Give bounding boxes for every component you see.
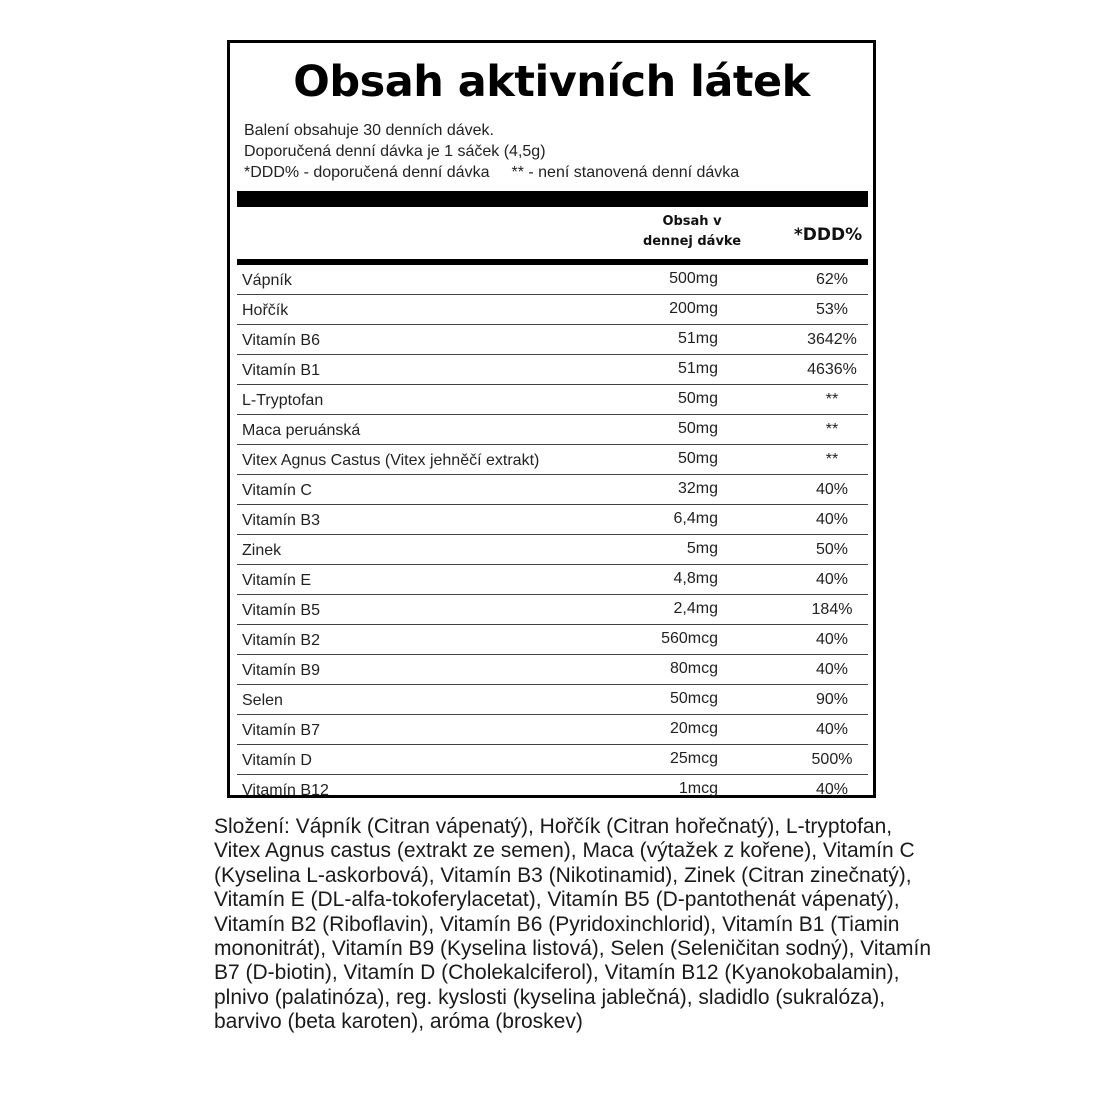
nutrient-name: Vitamín B7 <box>242 722 320 739</box>
nutrient-amount: 2,4mg <box>673 600 718 617</box>
nutrient-amount: 1mcg <box>678 780 718 797</box>
nutrient-ddd: 62% <box>815 271 849 288</box>
table-row <box>237 325 868 355</box>
legend-not-set: ** - není stanovená denní dávka <box>511 164 740 181</box>
nutrient-ddd: 40% <box>815 781 849 798</box>
table-row <box>237 445 868 475</box>
nutrient-amount: 500mg <box>669 270 718 287</box>
table-row <box>237 655 868 685</box>
nutrient-ddd: 4636% <box>807 361 857 378</box>
composition-text: Složení: Vápník (Citran vápenatý), Hořčík (Citran hořečnatý), L-tryptofan, Vitex Agnus castus (extrakt ze semen), Maca (výtažek z kořene), Vitamín C (Kyselina L-askorbová), Vitamín B3 (Nikotinamid), Zinek (Citran zinečnatý), Vitamín E (DL-alfa-tokoferylacetat), Vitamín B5 (D-pantothenát vápenatý), Vitamín B2 (Riboflavin), Vitamín B6 (Pyridoxinchlorid), Vitamín B1 (Tiamin mononitrát), Vitamín B9 (Kyselina listová), Selen (Seleničitan sodný), Vitamín B7 (D-biotin), Vitamín D (Cholekalciferol), Vitamín B12 (Kyanokobalamin), plnivo (palatinóza), reg. kyslosti (kyselina jablečná), sladidlo (sukralóza), barvivo (beta karoten), aróma (broskev) <box>214 815 932 1034</box>
column-header-amount: Obsah v dennej dávke <box>642 214 742 249</box>
nutrient-amount: 51mg <box>677 360 718 377</box>
nutrient-name: Vitamín E <box>242 572 312 589</box>
nutrient-ddd: 53% <box>815 301 849 318</box>
table-row <box>237 715 868 745</box>
nutrient-name: Vitamín B12 <box>242 782 329 799</box>
table-row <box>237 505 868 535</box>
nutrient-ddd: ** <box>825 421 839 438</box>
nutrient-amount: 50mcg <box>669 690 718 707</box>
table-row <box>237 415 868 445</box>
nutrient-ddd: 3642% <box>807 331 857 348</box>
nutrient-amount: 200mg <box>669 300 718 317</box>
nutrient-name: Vitamín B2 <box>242 632 320 649</box>
nutrient-name: Vitamín B5 <box>242 602 320 619</box>
nutrition-label <box>227 40 876 798</box>
legend-ddd: *DDD% - doporučená denní dávka <box>244 164 490 181</box>
table-row <box>237 355 868 385</box>
table-row <box>237 535 868 565</box>
label-title: Obsah aktivních látek <box>293 57 810 107</box>
nutrient-name: Vitamín B6 <box>242 332 320 349</box>
nutrient-name: Selen <box>242 692 283 709</box>
nutrient-amount: 50mg <box>677 450 718 467</box>
nutrient-ddd: 184% <box>811 601 853 618</box>
table-row <box>237 295 868 325</box>
nutrient-amount: 6,4mg <box>673 510 718 527</box>
info-daily-dose: Doporučená denní dávka je 1 sáček (4,5g) <box>244 143 546 160</box>
header-divider <box>237 191 868 207</box>
nutrient-name: Vápník <box>242 272 292 289</box>
nutrient-ddd: 50% <box>815 541 849 558</box>
package-info <box>244 120 739 183</box>
nutrient-amount: 50mg <box>677 420 718 437</box>
nutrient-name: Maca peruánská <box>242 422 361 439</box>
nutrient-amount: 51mg <box>677 330 718 347</box>
nutrient-ddd: 500% <box>811 751 853 768</box>
nutrient-ddd: 40% <box>815 661 849 678</box>
table-row <box>237 565 868 595</box>
nutrient-amount: 560mcg <box>661 630 718 647</box>
nutrient-amount: 20mcg <box>669 720 718 737</box>
nutrient-name: Vitamín D <box>242 752 312 769</box>
nutrient-ddd: 40% <box>815 511 849 528</box>
table-row <box>237 685 868 715</box>
nutrient-name: Vitamín C <box>242 482 312 499</box>
nutrient-name: Vitamín B1 <box>242 362 320 379</box>
nutrient-table <box>237 265 868 804</box>
nutrient-ddd: ** <box>825 451 839 468</box>
table-row <box>237 265 868 295</box>
nutrient-amount: 25mcg <box>669 750 718 767</box>
nutrient-name: Vitamín B3 <box>242 512 320 529</box>
nutrient-name: Vitex Agnus Castus (Vitex jehněčí extrakt) <box>242 452 540 469</box>
nutrient-ddd: 90% <box>815 691 849 708</box>
nutrient-ddd: 40% <box>815 571 849 588</box>
nutrient-amount: 4,8mg <box>673 570 718 587</box>
table-row <box>237 745 868 775</box>
nutrient-name: Vitamín B9 <box>242 662 320 679</box>
info-legend <box>244 162 739 183</box>
nutrient-amount: 5mg <box>686 540 718 557</box>
nutrient-ddd: 40% <box>815 631 849 648</box>
column-header-ddd: *DDD% <box>793 225 863 245</box>
nutrient-ddd: 40% <box>815 721 849 738</box>
nutrient-name: Zinek <box>242 542 282 559</box>
nutrient-amount: 50mg <box>677 390 718 407</box>
table-row <box>237 475 868 505</box>
nutrient-name: Hořčík <box>242 302 289 319</box>
nutrient-amount: 32mg <box>677 480 718 497</box>
nutrient-amount: 80mcg <box>669 660 718 677</box>
table-row <box>237 625 868 655</box>
nutrient-name: L-Tryptofan <box>242 392 324 409</box>
table-row <box>237 385 868 415</box>
table-row <box>237 775 868 804</box>
nutrient-ddd: 40% <box>815 481 849 498</box>
nutrient-ddd: ** <box>825 391 839 408</box>
info-servings: Balení obsahuje 30 denních dávek. <box>244 122 494 139</box>
table-row <box>237 595 868 625</box>
